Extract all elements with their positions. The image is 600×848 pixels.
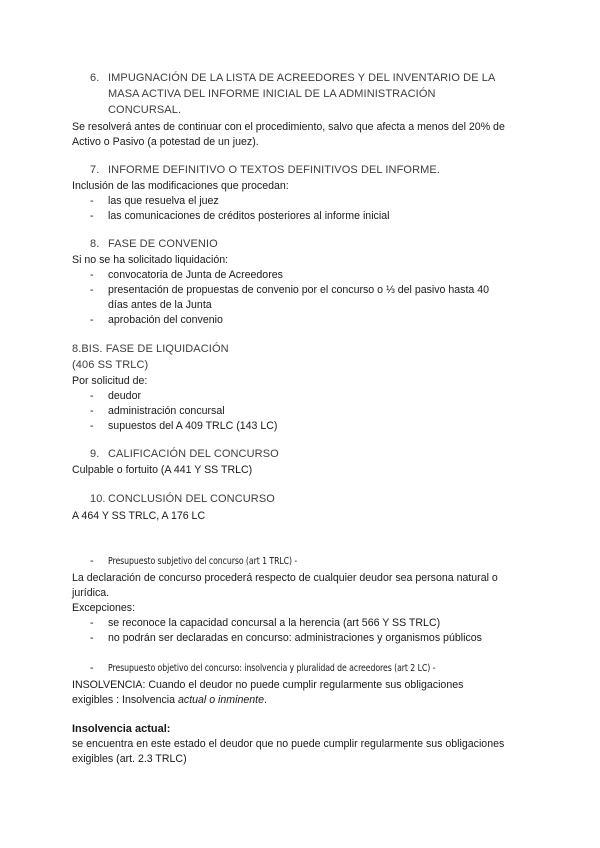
section-8bis-item: administración concursal — [108, 405, 225, 417]
subjetivo-exceptions-label: Excepciones: — [72, 602, 136, 614]
section-10-title: CONCLUSIÓN DEL CONCURSO — [108, 493, 275, 505]
section-6-title-line2: MASA ACTIVA DEL INFORME INICIAL DE LA ADMINISTRACIÓN — [108, 88, 436, 100]
section-7-title: INFORME DEFINITIVO O TEXTOS DEFINITIVOS DEL INFORME. — [108, 164, 440, 176]
section-8-title: FASE DE CONVENIO — [108, 238, 218, 250]
section-6-number: 6. — [90, 72, 100, 84]
bullet-dash: - — [90, 405, 94, 417]
bullet-dash: - — [90, 210, 94, 222]
actual-heading: Insolvencia actual: — [72, 723, 171, 735]
section-8-item: aprobación del convenio — [108, 314, 223, 326]
section-9-number: 9. — [90, 448, 100, 460]
subjetivo-body-line1: La declaración de concurso procederá respecto de cualquier deudor sea persona natural o — [72, 572, 498, 584]
section-7-item: las que resuelva el juez — [108, 195, 219, 207]
bullet-dash: - — [90, 662, 94, 674]
section-6-body-line1: Se resolverá antes de continuar con el procedimiento, salvo que afecta a menos del 20% de — [72, 121, 505, 133]
actual-body-line1: se encuentra en este estado el deudor que no puede cumplir regularmente sus obligaciones — [72, 738, 505, 750]
subjetivo-exception-item: se reconoce la capacidad concursal a la herencia (art 566 Y SS TRLC) — [108, 617, 441, 629]
section-8bis-title: 8.BIS. FASE DE LIQUIDACIÓN — [72, 343, 229, 355]
section-7-item: las comunicaciones de créditos posteriores al informe inicial — [108, 210, 390, 222]
bullet-dash: - — [90, 390, 94, 402]
section-6-title-line1: IMPUGNACIÓN DE LA LISTA DE ACREEDORES Y DEL INVENTARIO DE LA — [108, 72, 496, 84]
objetivo-heading: Presupuesto objetivo del concurso: insolvencia y pluralidad de acreedores (art 2 LC) - — [108, 663, 436, 674]
section-8bis-intro: Por solicitud de: — [72, 375, 148, 387]
actual-body-line2: exigibles (art. 2.3 TRLC) — [72, 753, 187, 765]
bullet-dash: - — [90, 195, 94, 207]
objetivo-body-line2 — [72, 694, 267, 707]
bullet-dash: - — [90, 314, 94, 326]
bullet-dash: - — [90, 420, 94, 432]
subjetivo-heading: Presupuesto subjetivo del concurso (art 1 TRLC) - — [108, 556, 298, 567]
section-8bis-subtitle: (406 SS TRLC) — [72, 359, 149, 371]
section-8bis-item: deudor — [108, 390, 141, 402]
subjetivo-body-line2: jurídica. — [72, 587, 110, 599]
objetivo-body-line2-c: . — [263, 694, 267, 706]
objetivo-body-line2-italic: actual o inminente — [178, 694, 264, 706]
section-9-title: CALIFICACIÓN DEL CONCURSO — [108, 448, 279, 460]
objetivo-body-line1: INSOLVENCIA: Cuando el deudor no puede cumplir regularmente sus obligaciones — [72, 679, 464, 691]
bullet-dash: - — [90, 555, 94, 567]
section-8bis-item: supuestos del A 409 TRLC (143 LC) — [108, 420, 278, 432]
bullet-dash: - — [90, 269, 94, 281]
bullet-dash: - — [90, 617, 94, 629]
section-8-intro: Si no se ha solicitado liquidación: — [72, 254, 229, 266]
section-6-title-line3: CONCURSAL. — [108, 104, 182, 116]
section-8-number: 8. — [90, 238, 100, 250]
bullet-dash: - — [90, 284, 94, 296]
section-6-body-line2: Activo o Pasivo (a potestad de un juez). — [72, 136, 259, 148]
section-7-number: 7. — [90, 164, 100, 176]
section-8-item: presentación de propuestas de convenio por el concurso o ⅓ del pasivo hasta 40 — [108, 284, 490, 296]
objetivo-body-line2-a: exigibles : Insolvencia — [72, 694, 178, 706]
section-9-body: Culpable o fortuito (A 441 Y SS TRLC) — [72, 464, 253, 476]
section-7-intro: Inclusión de las modificaciones que procedan: — [72, 180, 289, 192]
subjetivo-exception-item: no podrán ser declaradas en concurso: administraciones y organismos públicos — [108, 632, 482, 644]
section-8-item-continued: días antes de la Junta — [108, 299, 212, 311]
bullet-dash: - — [90, 632, 94, 644]
section-8-item: convocatoria de Junta de Acreedores — [108, 269, 283, 281]
section-10-number: 10. — [90, 493, 106, 505]
section-10-body: A 464 Y SS TRLC, A 176 LC — [72, 510, 206, 522]
